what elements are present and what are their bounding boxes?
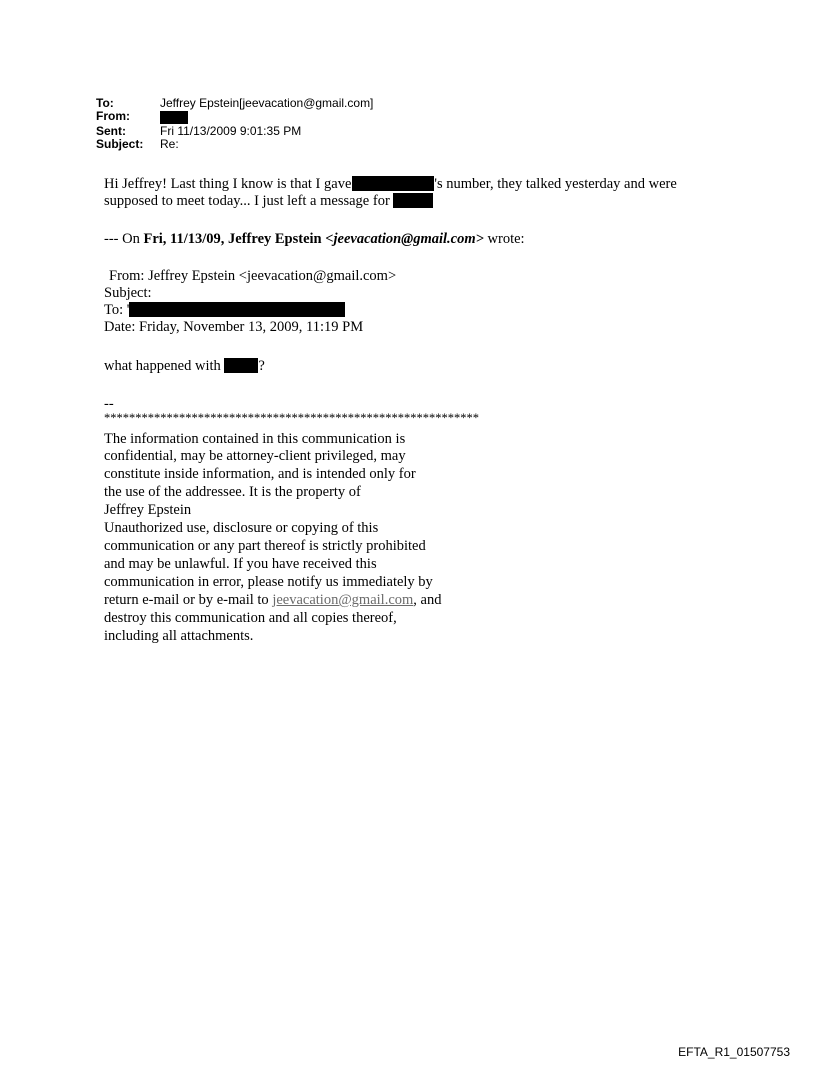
disclaimer-line: confidential, may be attorney-client privileged, may [104, 448, 406, 464]
disclaimer-line: Jeffrey Epstein [104, 502, 192, 518]
signature-stars: ************************************************************ [104, 411, 479, 425]
quote-header [104, 231, 525, 248]
signature-dash: -- [104, 396, 114, 412]
redaction-box [352, 176, 434, 191]
disclaimer-line: constitute inside information, and is intended only for [104, 466, 416, 482]
disclaimer-line: destroy this communication and all copies thereof, [104, 610, 397, 626]
reply-text-a: Hi Jeffrey! Last thing I know is that I gave [104, 176, 352, 192]
disclaimer-line: communication in error, please notify us immediately by [104, 574, 433, 590]
from-label: From: [96, 109, 130, 123]
from-redaction [160, 111, 188, 124]
subject-label: Subject: [96, 137, 144, 151]
disclaimer-return-line [104, 592, 441, 609]
disclaimer-line: Unauthorized use, disclosure or copying of this [104, 520, 379, 536]
redaction-box [393, 193, 433, 208]
reply-line-2 [104, 193, 433, 210]
quoted-body-q: ? [258, 358, 265, 374]
email-link[interactable]: jeevacation@gmail.com [272, 592, 414, 608]
redaction-box [129, 302, 345, 317]
sent-label: Sent: [96, 124, 126, 138]
quoted-date: Date: Friday, November 13, 2009, 11:19 PM [104, 319, 364, 335]
quote-prefix: --- On [104, 231, 144, 247]
quote-sender: Fri, 11/13/09, Jeffrey Epstein [143, 231, 326, 247]
quote-sender-email: <jeevacation@gmail.com> [325, 231, 484, 247]
disclaimer-line: communication or any part thereof is strictly prohibited [104, 538, 426, 554]
redaction-box [224, 358, 258, 373]
sent-value: Fri 11/13/2009 9:01:35 PM [160, 124, 302, 138]
to-value: Jeffrey Epstein[jeevacation@gmail.com] [160, 96, 374, 110]
document-id: EFTA_R1_01507753 [678, 1045, 790, 1059]
disclaimer-line: including all attachments. [104, 628, 254, 644]
reply-text-b: 's number, they talked yesterday and were [434, 176, 677, 192]
quoted-body-text: what happened with [104, 358, 221, 374]
quoted-subject: Subject: [104, 285, 152, 301]
quoted-to [104, 302, 345, 319]
disclaimer-return-tail: , and [413, 592, 442, 608]
reply-text-c: supposed to meet today... I just left a message for [104, 193, 390, 209]
to-label: To: [96, 96, 114, 110]
subject-value: Re: [160, 137, 179, 151]
disclaimer-line: The information contained in this communication is [104, 431, 406, 447]
disclaimer-return-text: return e-mail or by e-mail to [104, 592, 273, 608]
quoted-body [104, 358, 265, 375]
quote-suffix: wrote: [483, 231, 525, 247]
quoted-from: From: Jeffrey Epstein <jeevacation@gmail.com> [109, 268, 397, 284]
reply-line-1 [104, 176, 677, 193]
disclaimer-line: and may be unlawful. If you have received this [104, 556, 377, 572]
quoted-to-prefix: To: ' [104, 302, 130, 318]
disclaimer-line: the use of the addressee. It is the property of [104, 484, 361, 500]
